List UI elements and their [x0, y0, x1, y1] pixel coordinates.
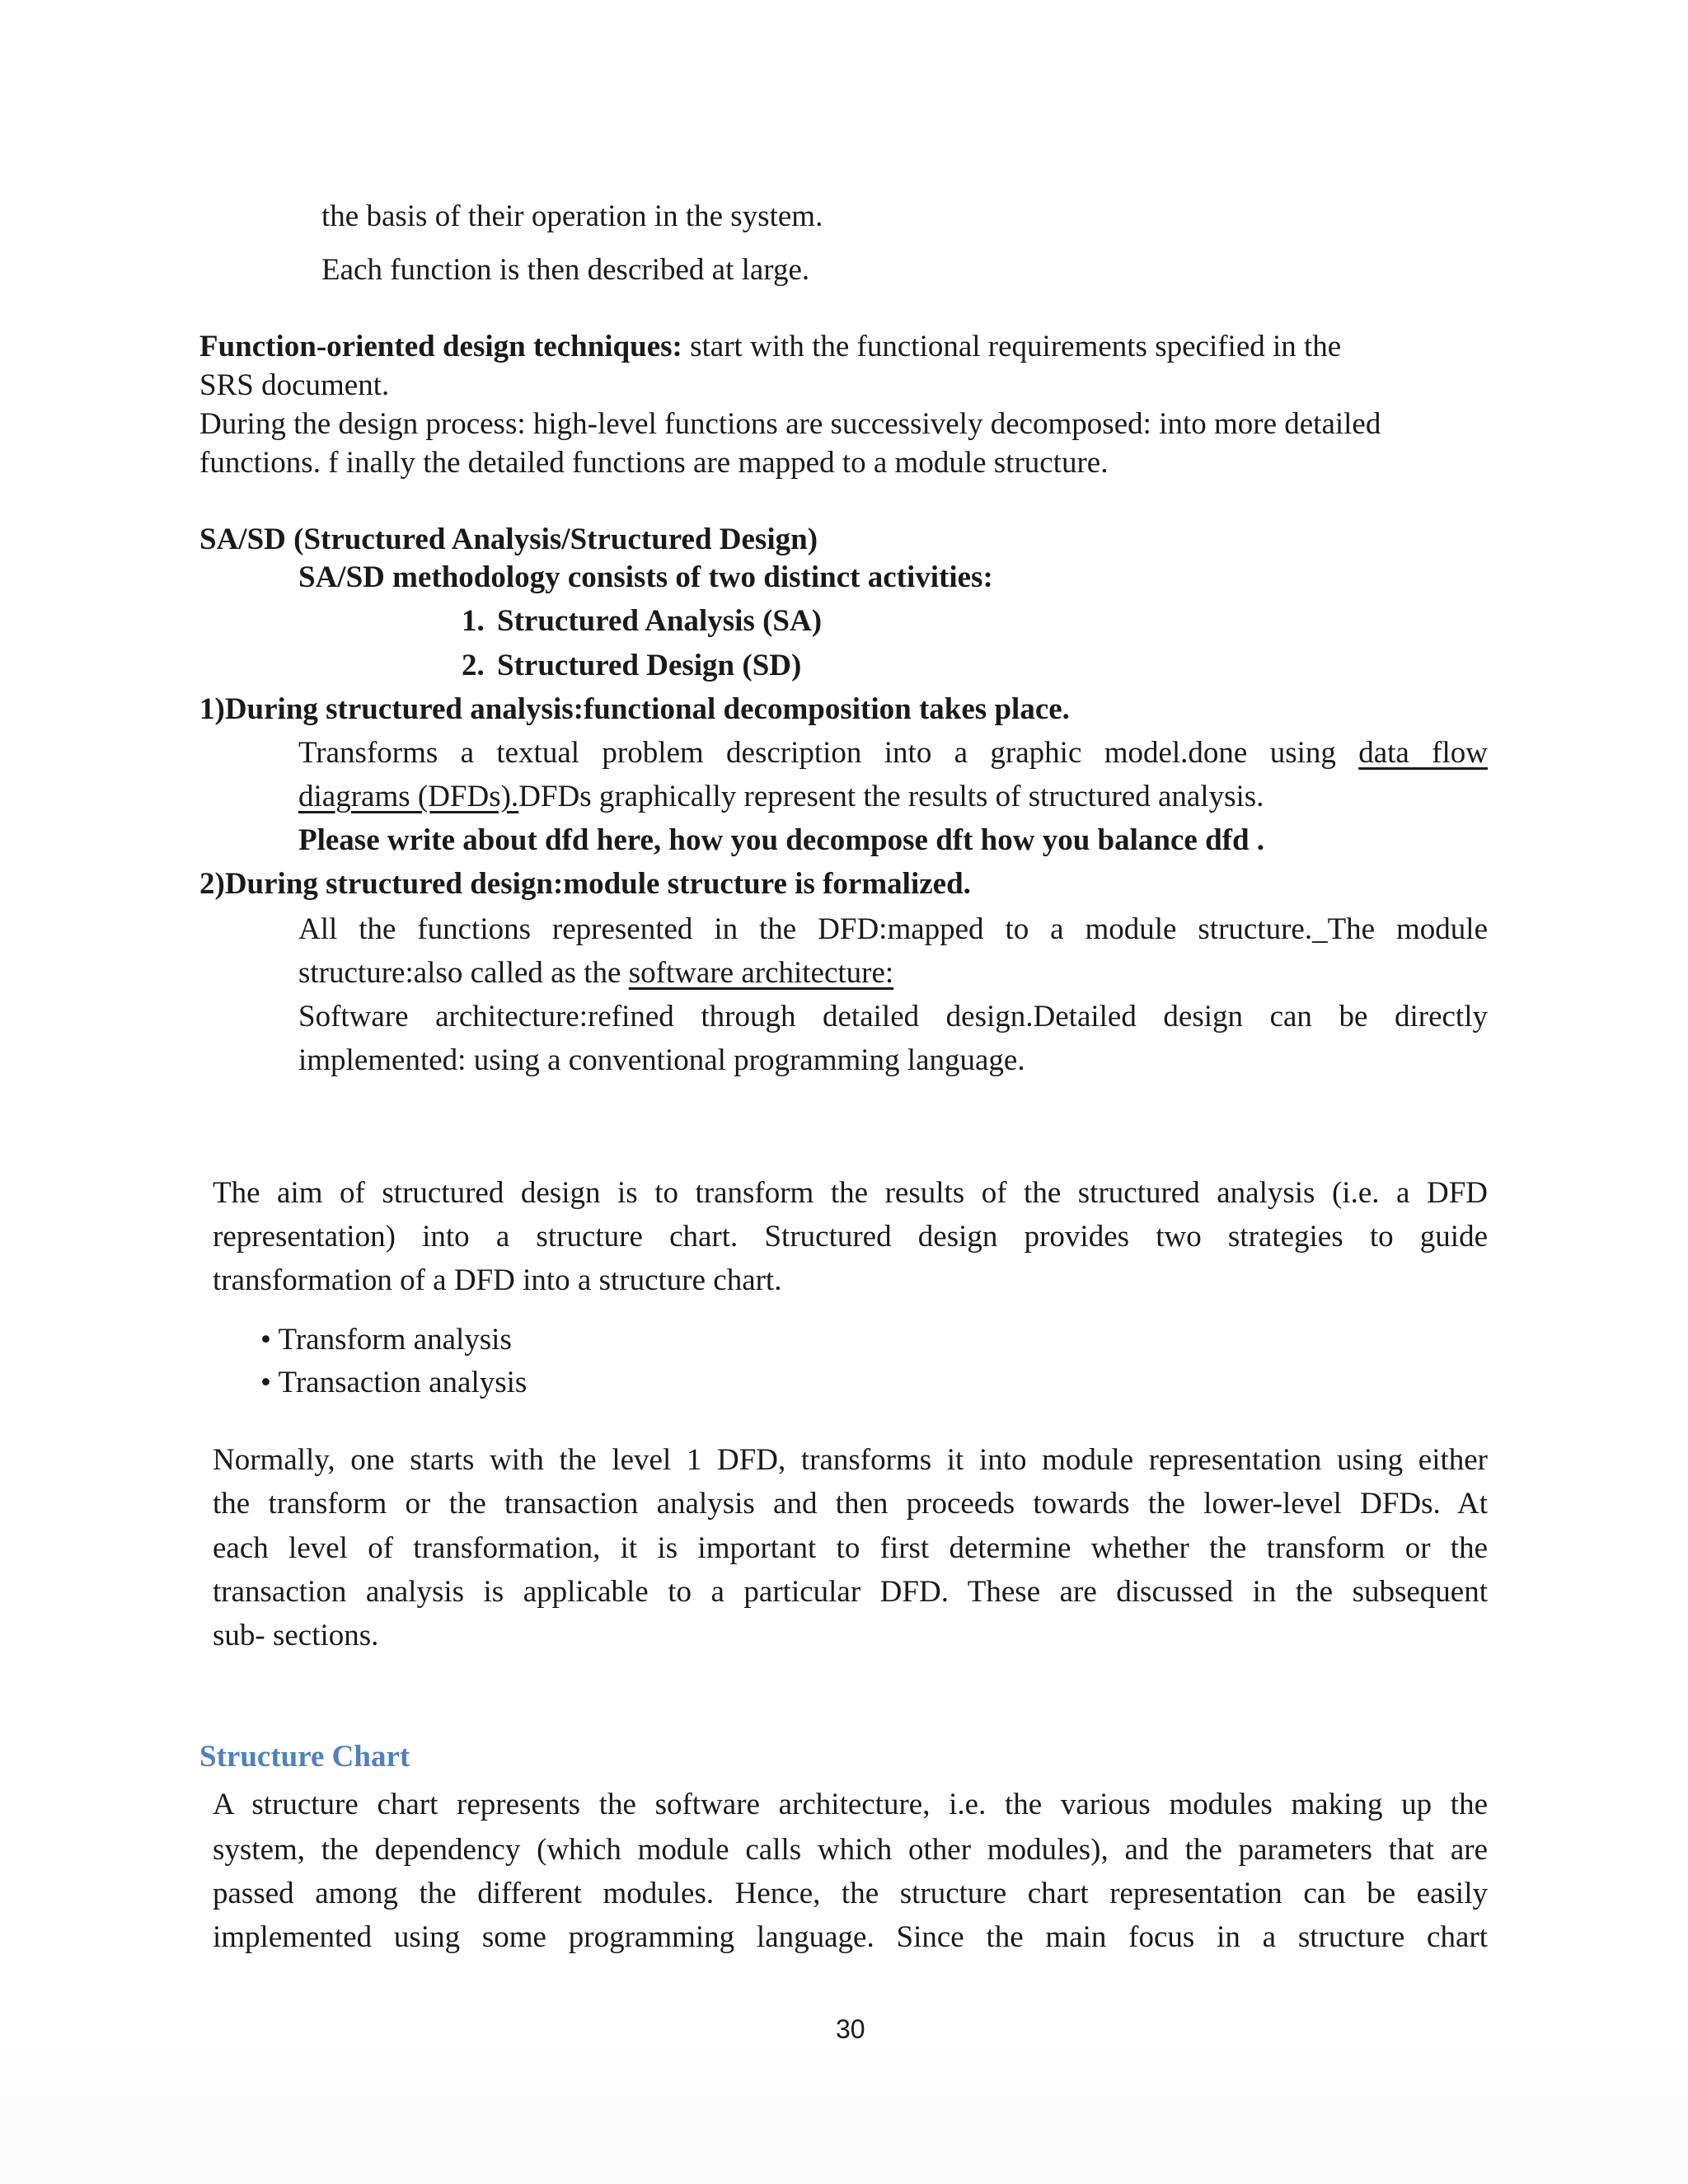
analysis-line-1 — [298, 733, 1488, 773]
aim-bullet-2: • Transaction analysis — [260, 1366, 528, 1399]
dfd-link-part-2[interactable]: diagrams (DFDs). — [298, 780, 519, 813]
func-oriented-line-4: functions. f inally the detailed functions are mapped to a module structure. — [199, 446, 1109, 480]
normally-line-1: Normally, one starts with the level 1 DFD, transforms it into module representation using either — [213, 1443, 1488, 1477]
intro-line-1: the basis of their operation in the system. — [321, 199, 823, 233]
aim-line-3: transformation of a DFD into a structure chart. — [213, 1263, 782, 1297]
normally-line-3: each level of transformation, it is important to first determine whether the transform or the — [213, 1531, 1488, 1565]
func-oriented-line-3: During the design process: high-level functions are successively decomposed: into more detailed — [199, 407, 1381, 441]
aim-bullet-1: • Transform analysis — [260, 1323, 512, 1357]
func-oriented-line-2: SRS document. — [199, 368, 390, 402]
func-oriented-line-1 — [199, 327, 1341, 367]
structure-chart-line-2: system, the dependency (which module calls which other modules), and the parameters that are — [213, 1833, 1488, 1867]
design-line-3: Software architecture:refined through detailed design.Detailed design can be directly — [298, 1000, 1488, 1033]
structure-chart-line-1: A structure chart represents the software architecture, i.e. the various modules making up the — [213, 1788, 1488, 1821]
design-line-4: implemented: using a conventional programming language. — [298, 1043, 1025, 1077]
sasd-item-1-num: 1. — [462, 604, 485, 638]
design-line-1: All the functions represented in the DFD:mapped to a module structure._The module — [298, 912, 1488, 946]
func-oriented-line-1-rest: start with the functional requirements specified in the — [682, 330, 1342, 363]
normally-line-2: the transform or the transaction analysis and then proceeds towards the lower-level DFDs. At — [213, 1487, 1488, 1521]
normally-line-4: transaction analysis is applicable to a particular DFD. These are discussed in the subsequent — [213, 1575, 1488, 1609]
design-line-2-start: structure:also called as the — [298, 956, 629, 990]
func-oriented-label: Function-oriented design techniques: — [199, 330, 682, 363]
analysis-line-2 — [298, 777, 1264, 817]
software-architecture-link[interactable]: software architecture: — [628, 956, 894, 990]
design-heading: 2)During structured design:module structure is formalized. — [199, 867, 971, 901]
intro-line-2: Each function is then described at large. — [321, 253, 810, 287]
sasd-item-2-text: Structured Design (SD) — [497, 649, 802, 682]
aim-line-2: representation) into a structure chart. Structured design provides two strategies to guide — [213, 1220, 1488, 1254]
structure-chart-line-4: implemented using some programming language. Since the main focus in a structure chart — [213, 1920, 1488, 1954]
structure-chart-line-3: passed among the different modules. Hence, the structure chart representation can be easily — [213, 1877, 1488, 1910]
analysis-line-1-start: Transforms a textual problem description into a graphic model.done using — [298, 736, 1359, 770]
analysis-note: Please write about dfd here, how you decompose dft how you balance dfd . — [298, 823, 1265, 857]
dfd-link-part-1[interactable]: data flow — [1358, 736, 1489, 770]
sasd-title: SA/SD (Structured Analysis/Structured Design) — [199, 523, 818, 556]
sasd-subtitle: SA/SD methodology consists of two distinct activities: — [298, 560, 993, 594]
sasd-item-2-num: 2. — [462, 649, 485, 682]
analysis-heading: 1)During structured analysis:functional decomposition takes place. — [199, 692, 1070, 726]
page-number: 30 — [836, 2014, 865, 2044]
analysis-line-2-rest: DFDs graphically represent the results of structured analysis. — [518, 780, 1264, 813]
structure-chart-heading: Structure Chart — [199, 1740, 410, 1774]
aim-line-1: The aim of structured design is to transform the results of the structured analysis (i.e. a DFD — [213, 1176, 1488, 1210]
design-line-2 — [298, 954, 893, 993]
normally-line-5: sub- sections. — [213, 1619, 379, 1652]
sasd-item-1-text: Structured Analysis (SA) — [497, 604, 823, 638]
